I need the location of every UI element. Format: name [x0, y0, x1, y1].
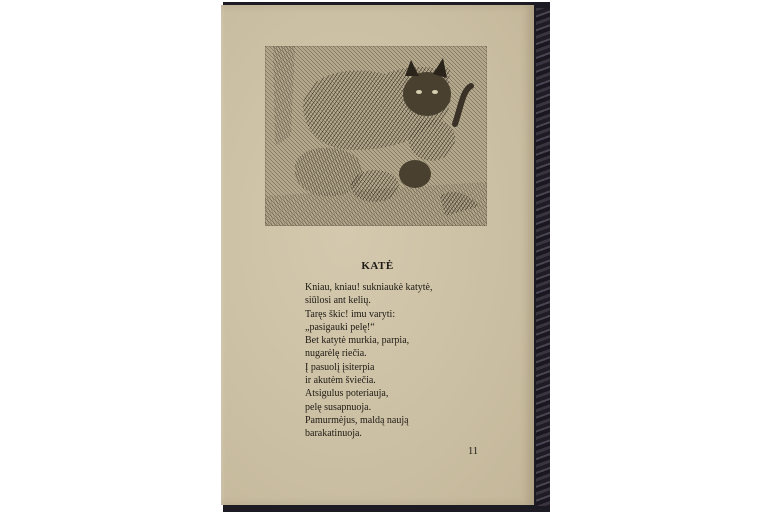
- marbled-edge: [536, 8, 550, 506]
- poem-line: siūlosi ant kelių.: [305, 295, 371, 307]
- poem-line: barakatinuoja.: [305, 428, 362, 440]
- poem-line: ir akutėm šviečia.: [305, 375, 376, 387]
- poem-line: „pasigauki pelę!“: [305, 321, 375, 333]
- poem-line: Kniau, kniau! sukniaukė katytė,: [305, 282, 433, 293]
- poem-line: pelę susapnuoja.: [305, 401, 372, 413]
- poem-line: Atsigulus poteriauja,: [305, 388, 389, 400]
- book-page: [221, 5, 534, 505]
- page-number: 11: [468, 446, 479, 457]
- poem-line: nugarėlę riečia.: [305, 348, 367, 360]
- poem-line: Taręs škic! imu varyti:: [305, 308, 396, 320]
- poem-line: Į pasuolį įsiterpia: [305, 361, 375, 373]
- cats-engraving: [265, 46, 487, 226]
- poem-line: Bet katytė murkia, parpia,: [305, 335, 410, 347]
- poem-line: Pamurmėjus, maldą naują: [305, 414, 409, 426]
- poem-title: KATĖ: [361, 260, 394, 272]
- poem-text: [305, 281, 505, 441]
